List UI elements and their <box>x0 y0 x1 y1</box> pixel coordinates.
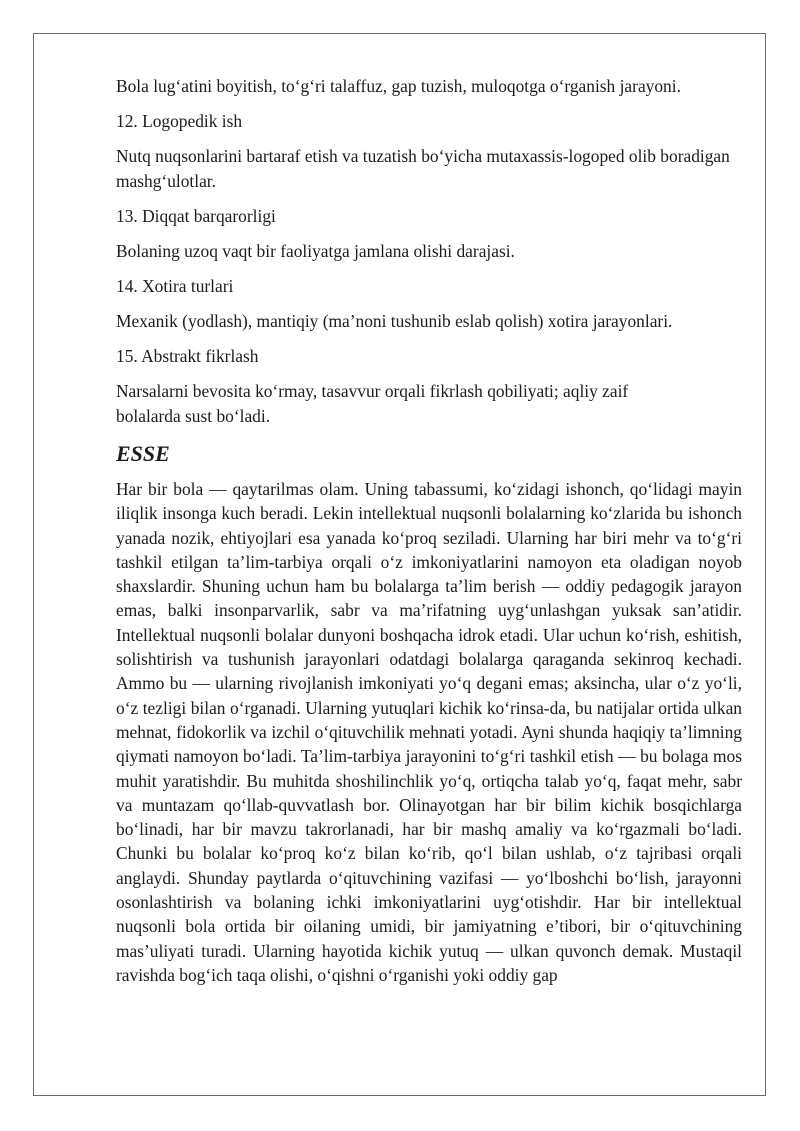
definition-13: Bolaning uzoq vaqt bir faoliyatga jamlana olishi darajasi. <box>116 241 515 261</box>
term-title-12: 12. Logopedik ish <box>116 111 243 131</box>
term-title-15: 15. Abstrakt fikrlash <box>116 346 259 366</box>
definition-11: Bola lug‘atini boyitish, to‘g‘ri talaffuz, gap tuzish, muloqotga o‘rganish jarayoni. <box>116 76 681 96</box>
essay-body: Har bir bola — qaytarilmas olam. Uning tabassumi, ko‘zidagi ishonch, qo‘lidagi mayin iliqlik insonga kuch beradi. Lekin intellektual nuqsonli bolalarning ko‘zlarida bu ishonch yanada nozik, ehtiyojlari esa yanada ko‘proq seziladi. Ularning har biri mehr va to‘g‘ri tashkil etilgan ta’lim-tarbiya orqali o‘z imkoniyatlarini namoyon eta oladigan noyob shaxslardir. Shuning uchun ham bu bolalarga ta’lim berish — oddiy pedagogik jarayon emas, balki insonparvarlik, sabr va ma’rifatning uyg‘unlashgan yuksak san’atidir. Intellektual nuqsonli bolalar dunyoni boshqacha idrok etadi. Ular uchun ko‘rish, eshitish, solishtirish va tushunish jarayonlari odatdagi bolalarga qaraganda sekinroq kechadi. Ammo bu — ularning rivojlanish imkoniyati yo‘q degani emas; aksincha, ular o‘z yo‘li, o‘z tezligi bilan o‘rganadi. Ularning yutuqlari kichik ko‘rinsa-da, bu natijalar ortida ulkan mehnat, fidokorlik va izchil o‘qituvchilik mehnati yotadi. Ayni shunda haqiqiy ta’limning qiymati namoyon bo‘ladi. Ta’lim-tarbiya jarayonini to‘g‘ri tashkil etish — bu bolaga mos muhit yaratishdir. Bu muhitda shoshilinchlik yo‘q, ortiqcha talab yo‘q, faqat mehr, sabr va muntazam qo‘llab-quvvatlash bor. Olinayotgan har bir bilim kichik bosqichlarga bo‘linadi, har bir mavzu takrorlanadi, har bir mashq amaliy va ko‘rgazmali bo‘ladi. Chunki bu bolalar ko‘proq ko‘z bilan ko‘rib, qo‘l bilan ushlab, o‘z tajribasi orqali anglaydi. Shunday paytlarda o‘qituvchining vazifasi — yo‘lboshchi bo‘lish, jarayonni osonlashtirish va bolaning ichki imkoniyatlarini uyg‘otishdir. Har bir intellektual nuqsonli bola ortida bir oilaning umidi, bir jamiyatning e’tibori, bir o‘qituvchining mas’uliyati turadi. Ularning hayotida kichik yutuq — ulkan quvonch demak. Mustaqil ravishda bog‘ich taqa olishi, o‘qishni o‘rganishi yoki oddiy gap <box>116 479 742 985</box>
definition-15: Narsalarni bevosita ko‘rmay, tasavvur orqali fikrlash qobiliyati; aqliy zaif bolalarda sust bo‘ladi. <box>116 381 629 426</box>
term-title-13: 13. Diqqat barqarorligi <box>116 206 276 226</box>
essay-title: ESSE <box>116 441 170 466</box>
document-content <box>116 74 742 987</box>
definition-14: Mexanik (yodlash), mantiqiy (ma’noni tushunib eslab qolish) xotira jarayonlari. <box>116 311 673 331</box>
term-title-14: 14. Xotira turlari <box>116 276 234 296</box>
definition-12: Nutq nuqsonlarini bartaraf etish va tuzatish bo‘yicha mutaxassis-logoped olib boradigan mashg‘ulotlar. <box>116 146 730 191</box>
